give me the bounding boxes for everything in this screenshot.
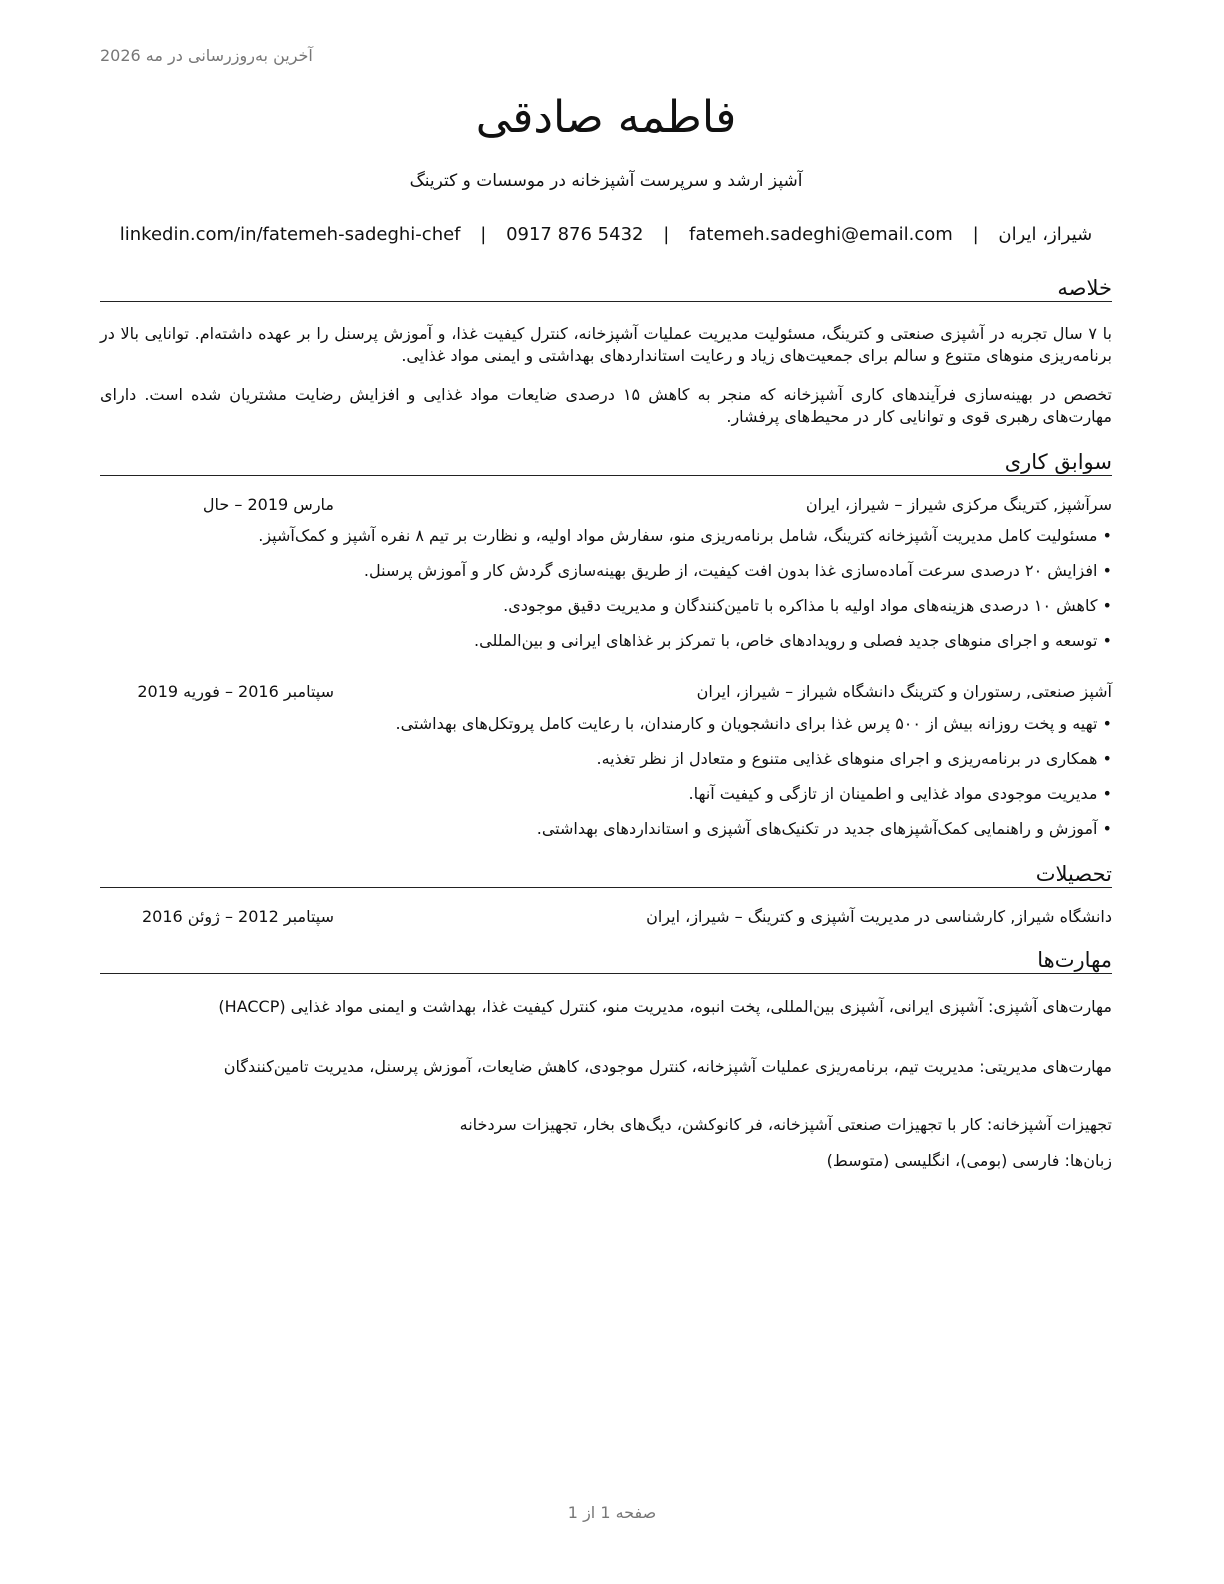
- education-degree: دانشگاه شیراز, کارشناسی در مدیریت آشپزی و کترینگ – شیراز، ایران: [646, 907, 1112, 926]
- section-title-summary: خلاصه: [100, 276, 1112, 302]
- summary-paragraph-2: تخصص در بهینه‌سازی فرآیندهای کاری آشپزخانه که منجر به کاهش ۱۵ درصدی ضایعات مواد غذایی و افزایش رضایت مشتریان شده است. دارای مهارت‌های رهبری قوی و توانایی کار در محیط‌های پرفشار.: [100, 385, 1113, 426]
- job-bullet: • آموزش و راهنمایی کمک‌آشپزهای جدید در تکنیک‌های آشپزی و استانداردهای بهداشتی.: [100, 818, 1112, 853]
- job-dates: مارس 2019 – حال: [202, 495, 334, 514]
- job-bullet: • مدیریت موجودی مواد غذایی و اطمینان از تازگی و کیفیت آنها.: [100, 783, 1112, 818]
- job-bullet: • همکاری در برنامه‌ریزی و اجرای منوهای غذایی متنوع و متعادل از نظر تغذیه.: [100, 748, 1112, 783]
- contact-separator: |: [972, 224, 979, 245]
- section-title-skills: مهارت‌ها: [100, 948, 1112, 974]
- skill-line: مهارت‌های مدیریتی: مدیریت تیم، برنامه‌ریزی عملیات آشپزخانه، کنترل موجودی، کاهش ضایعات، آموزش پرسنل، مدیریت تامین‌کنندگان: [223, 1057, 1112, 1076]
- job-bullet: • افزایش ۲۰ درصدی سرعت آماده‌سازی غذا بدون افت کیفیت، از طریق بهینه‌سازی گردش کار و آموزش پرسنل.: [100, 560, 1112, 595]
- job-bullet: • توسعه و اجرای منوهای جدید فصلی و رویدادهای خاص، با تمرکز بر غذاهای ایرانی و بین‌المللی.: [100, 630, 1112, 665]
- contact-linkedin[interactable]: linkedin.com/in/fatemeh-sadeghi-chef: [119, 224, 461, 245]
- section-title-education: تحصیلات: [100, 862, 1112, 888]
- summary-paragraph-1: با ۷ سال تجربه در آشپزی صنعتی و کترینگ، مسئولیت مدیریت عملیات آشپزخانه، کنترل کیفیت غذا، و آموزش پرسنل را بر عهده داشته‌ام. توانایی بالا در برنامه‌ریزی منوهای متنوع و سالم برای جمعیت‌های زیاد و رعایت استانداردهای بهداشتی و ایمنی مواد غذایی.: [100, 324, 1112, 365]
- education-dates: سپتامبر 2012 – ژوئن 2016: [141, 907, 334, 926]
- contact-location: شیراز، ایران: [998, 224, 1093, 245]
- job-header: [100, 682, 1112, 704]
- job-title: آشپز ارشد و سرپرست آشپزخانه در موسسات و کترینگ: [409, 171, 803, 191]
- job-bullet: • مسئولیت کامل مدیریت آشپزخانه کترینگ، شامل برنامه‌ریزی منو، سفارش مواد اولیه، و نظارت بر تیم ۸ نفره آشپز و کمک‌آشپز.: [100, 525, 1112, 560]
- resume-page: [100, 0, 1112, 1584]
- skill-line: زبان‌ها: فارسی (بومی)، انگلیسی (متوسط): [826, 1151, 1112, 1170]
- job-bullets: [100, 713, 1112, 853]
- education-entry: [100, 907, 1112, 929]
- job-role: آشپز صنعتی, رستوران و کترینگ دانشگاه شیراز – شیراز، ایران: [696, 682, 1112, 701]
- person-name: فاطمه صادقی: [475, 92, 737, 143]
- job-role: سرآشپز, کترینگ مرکزی شیراز – شیراز، ایران: [805, 495, 1112, 514]
- job-dates: سپتامبر 2016 – فوریه 2019: [137, 682, 334, 701]
- skill-line: تجهیزات آشپزخانه: کار با تجهیزات صنعتی آشپزخانه، فر کانوکشن، دیگ‌های بخار، تجهیزات سردخانه: [459, 1115, 1112, 1134]
- job-bullets: [100, 525, 1112, 665]
- job-bullet: • کاهش ۱۰ درصدی هزینه‌های مواد اولیه با مذاکره با تامین‌کنندگان و مدیریت دقیق موجودی.: [100, 595, 1112, 630]
- job-bullet: • تهیه و پخت روزانه بیش از ۵۰۰ پرس غذا برای دانشجویان و کارمندان، با رعایت کامل پروتکل‌های بهداشتی.: [100, 713, 1112, 748]
- last-updated: آخرین به‌روزرسانی در مه 2026: [100, 46, 313, 65]
- page-number: صفحه 1 از 1: [567, 1503, 657, 1522]
- contact-line: [100, 224, 1112, 245]
- contact-separator: |: [480, 224, 487, 245]
- contact-email[interactable]: fatemeh.sadeghi@email.com: [689, 224, 953, 245]
- contact-phone[interactable]: 0917 876 5432: [506, 224, 644, 245]
- skill-line: مهارت‌های آشپزی: آشپزی ایرانی، آشپزی بین‌المللی، پخت انبوه، مدیریت منو، کنترل کیفیت غذا، بهداشت و ایمنی مواد غذایی (HACCP): [218, 997, 1112, 1016]
- contact-separator: |: [663, 224, 670, 245]
- job-header: [100, 495, 1112, 517]
- section-title-experience: سوابق کاری: [100, 450, 1112, 476]
